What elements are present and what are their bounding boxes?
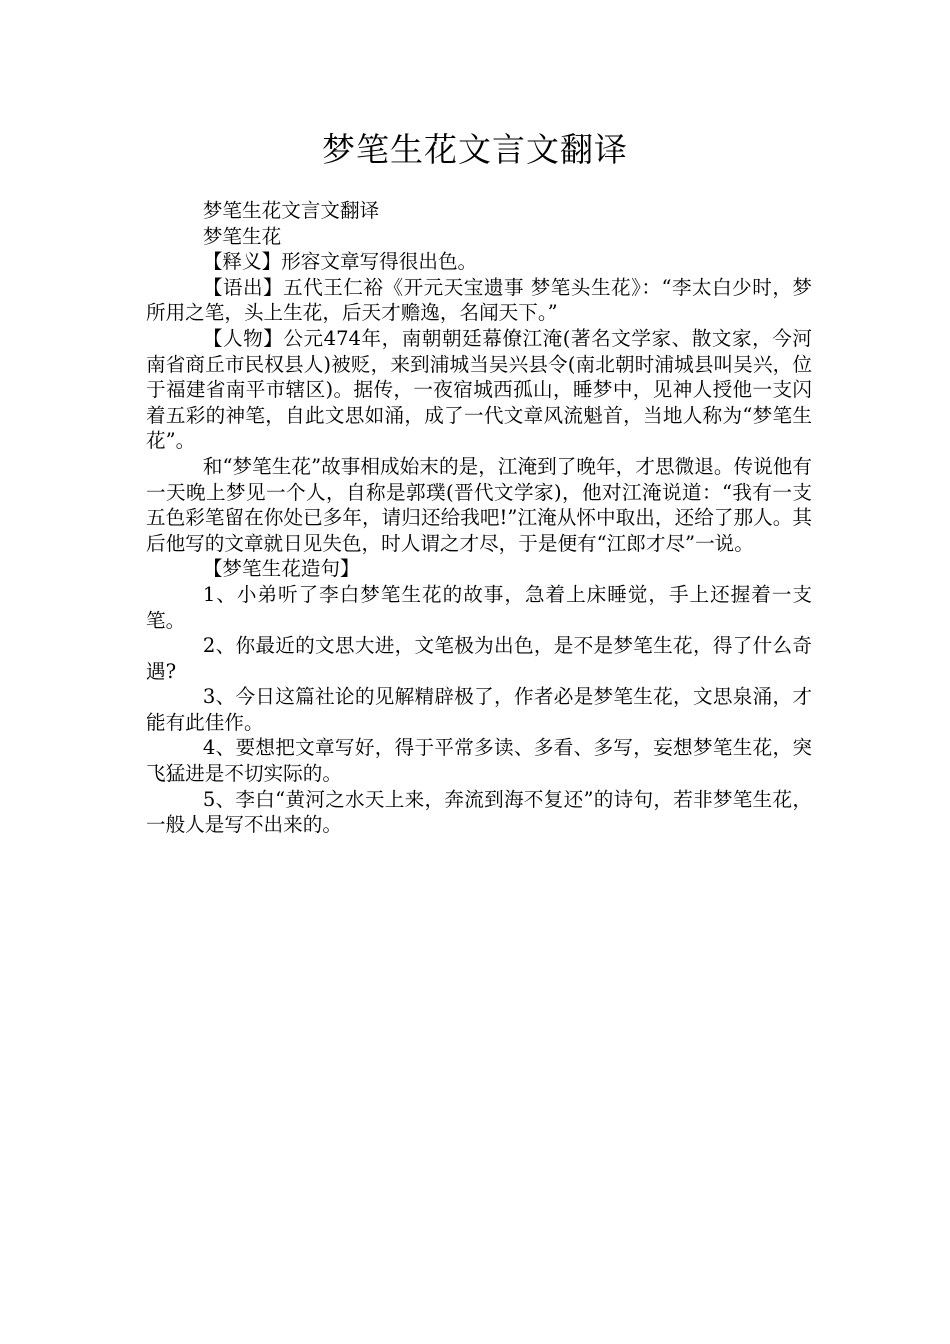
example-sentence-2: 2、你最近的文思大进，文笔极为出色，是不是梦笔生花，得了什么奇遇? <box>146 634 812 683</box>
person-paragraph: 【人物】公元474年，南朝朝廷幕僚江淹(著名文学家、散文家，今河南省商丘市民权县人)被贬，来到浦城当吴兴县令(南北朝时浦城县叫吴兴，位于福建省南平市辖区)。据传，一夜宿城西孤山，睡梦中，见神人授他一支闪着五彩的神笔，自此文思如涌，成了一代文章风流魁首，当地人称为“梦笔生花”。 <box>146 326 812 453</box>
document-body <box>146 198 812 838</box>
example-sentence-4: 4、要想把文章写好，得于平常多读、多看、多写，妄想梦笔生花，突飞猛进是不切实际的。 <box>146 736 812 786</box>
example-sentence-5: 5、李白“黄河之水天上来，奔流到海不复还”的诗句，若非梦笔生花，一般人是写不出来的。 <box>146 787 812 837</box>
examples-heading: 【梦笔生花造句】 <box>202 557 360 581</box>
story-paragraph: 和“梦笔生花”故事相成始末的是，江淹到了晚年，才思微退。传说他有一天晚上梦见一个人，自称是郭璞(晋代文学家)，他对江淹说道：“我有一支五色彩笔留在你处已多年，请归还给我吧!”江淹从怀中取出，还给了那人。其后他写的文章就日见失色，时人谓之才尽，于是便有“江郎才尽”一说。 <box>146 454 812 555</box>
example-sentence-3: 3、今日这篇社论的见解精辟极了，作者必是梦笔生花，文思泉涌，才能有此佳作。 <box>146 685 812 734</box>
origin-paragraph: 【语出】五代王仁裕《开元天宝遗事 梦笔头生花》：“李太白少时，梦所用之笔，头上生花，后天才赡逸，名闻天下。” <box>146 275 812 325</box>
definition-paragraph: 【释义】形容文章写得很出色。 <box>202 250 478 274</box>
example-sentence-1: 1、小弟听了李白梦笔生花的故事，急着上床睡觉，手上还握着一支笔。 <box>146 582 812 632</box>
idiom-heading: 梦笔生花 <box>202 224 282 248</box>
page-title: 梦笔生花文言文翻译 <box>322 130 628 169</box>
subtitle-paragraph: 梦笔生花文言文翻译 <box>202 199 380 222</box>
